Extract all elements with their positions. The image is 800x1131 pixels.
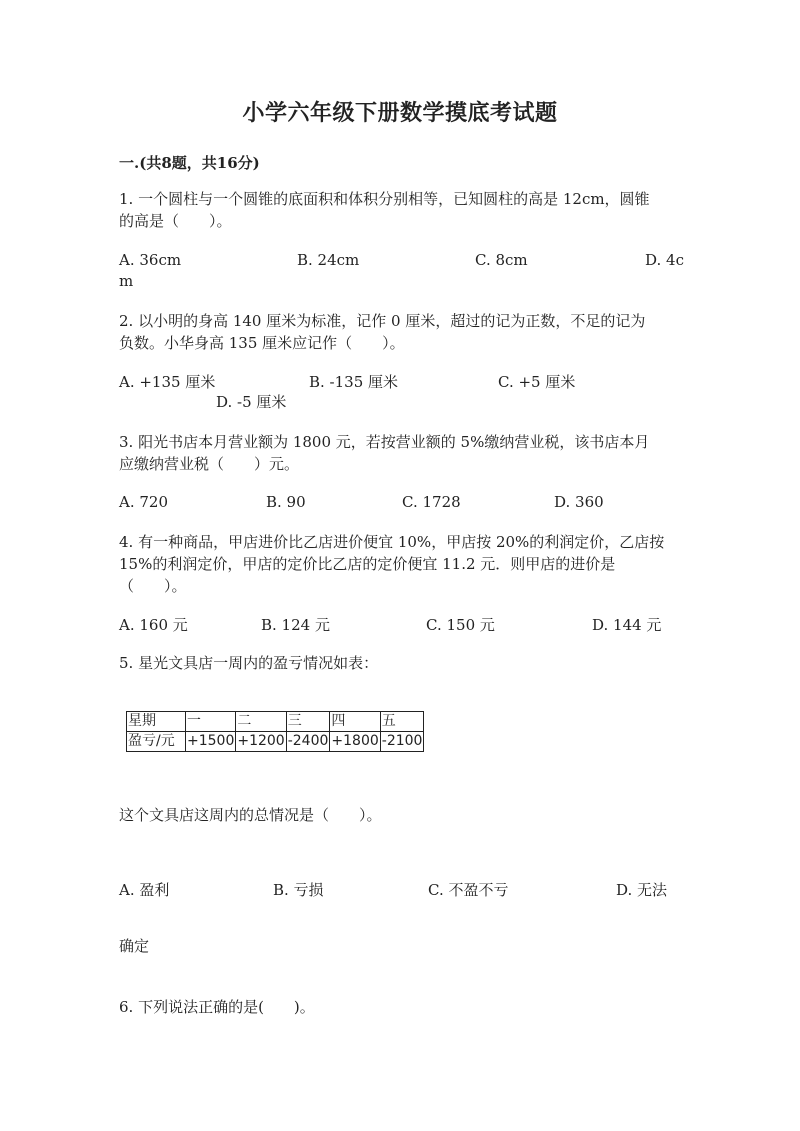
question-2-line-2: 负数。小华身高 135 厘米应记作（ ）。 bbox=[119, 334, 405, 352]
section-heading: 一.(共8题，共16分) bbox=[119, 154, 260, 172]
question-2-option-a: A. +135 厘米 bbox=[119, 373, 216, 391]
question-1-option-d-wrap: m bbox=[119, 272, 134, 290]
question-4-line-2: 15%的利润定价，甲店的定价比乙店的定价便宜 11.2 元．则甲店的进价是 bbox=[119, 555, 616, 573]
question-5-option-b: B. 亏损 bbox=[273, 881, 324, 899]
question-1-option-c: C. 8cm bbox=[475, 251, 528, 269]
table-cell: 五 bbox=[380, 712, 424, 732]
table-row-values bbox=[127, 732, 424, 752]
question-4-line-1: 4. 有一种商品，甲店进价比乙店进价便宜 10%，甲店按 20%的利润定价，乙店按 bbox=[119, 533, 665, 551]
table-cell: 二 bbox=[236, 712, 286, 732]
question-1-option-b: B. 24cm bbox=[297, 251, 360, 269]
question-3-option-a: A. 720 bbox=[119, 493, 168, 511]
question-2-option-c: C. +5 厘米 bbox=[498, 373, 576, 391]
table-cell: -2100 bbox=[380, 732, 424, 752]
table-cell: 四 bbox=[330, 712, 380, 732]
question-1-option-a: A. 36cm bbox=[119, 251, 182, 269]
question-2-option-b: B. -135 厘米 bbox=[309, 373, 399, 391]
question-1-line-1: 1. 一个圆柱与一个圆锥的底面积和体积分别相等，已知圆柱的高是 12cm，圆锥 bbox=[119, 190, 650, 208]
question-6-line-1: 6. 下列说法正确的是( )。 bbox=[119, 998, 315, 1016]
question-4-line-3: （ ）。 bbox=[119, 577, 187, 595]
table-cell: +1200 bbox=[236, 732, 286, 752]
question-3-option-d: D. 360 bbox=[554, 493, 604, 511]
question-2-line-1: 2. 以小明的身高 140 厘米为标准，记作 0 厘米，超过的记为正数，不足的记为 bbox=[119, 312, 646, 330]
table-cell: +1800 bbox=[330, 732, 380, 752]
question-4-option-c: C. 150 元 bbox=[426, 616, 495, 634]
table-cell: 星期 bbox=[127, 712, 186, 732]
question-5-line-1: 5. 星光文具店一周内的盈亏情况如表： bbox=[119, 654, 379, 672]
question-5-option-c: C. 不盈不亏 bbox=[428, 881, 509, 899]
table-row-header bbox=[127, 712, 424, 732]
table-cell: 盈亏/元 bbox=[127, 732, 186, 752]
question-5-followup: 这个文具店这周内的总情况是（ ）。 bbox=[119, 806, 382, 824]
question-4-option-d: D. 144 元 bbox=[592, 616, 662, 634]
question-1-option-d: D. 4c bbox=[645, 251, 684, 269]
question-4-option-b: B. 124 元 bbox=[261, 616, 330, 634]
table-cell: 一 bbox=[186, 712, 236, 732]
question-2-option-d: D. -5 厘米 bbox=[216, 393, 287, 411]
question-5-option-a: A. 盈利 bbox=[119, 881, 170, 899]
question-3-line-2: 应缴纳营业税（ ）元。 bbox=[119, 455, 300, 473]
profit-loss-table bbox=[126, 711, 424, 752]
question-5-option-d: D. 无法 bbox=[616, 881, 668, 899]
question-1-line-2: 的高是（ ）。 bbox=[119, 212, 232, 230]
question-3-line-1: 3. 阳光书店本月营业额为 1800 元，若按营业额的 5%缴纳营业税，该书店本月 bbox=[119, 433, 650, 451]
question-4-option-a: A. 160 元 bbox=[119, 616, 188, 634]
table-cell: -2400 bbox=[286, 732, 330, 752]
table-cell: 三 bbox=[286, 712, 330, 732]
question-3-option-b: B. 90 bbox=[266, 493, 306, 511]
question-5-option-d-wrap: 确定 bbox=[119, 937, 150, 955]
table-cell: +1500 bbox=[186, 732, 236, 752]
page-title: 小学六年级下册数学摸底考试题 bbox=[242, 100, 558, 126]
question-3-option-c: C. 1728 bbox=[402, 493, 461, 511]
